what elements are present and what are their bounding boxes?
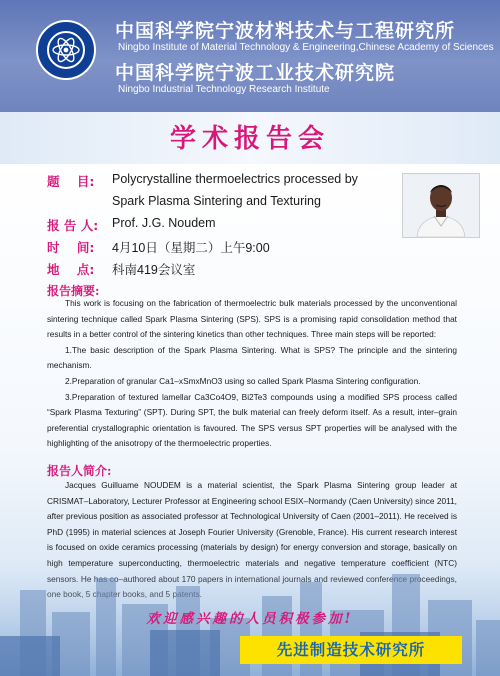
topic-label: 题 目: (47, 174, 95, 189)
emblem-inner-ring (47, 31, 85, 69)
organizer-badge (240, 636, 462, 664)
abstract-body (47, 296, 457, 452)
time-label: 时 间: (47, 240, 95, 255)
topic-line-2: Spark Plasma Sintering and Texturing (112, 194, 321, 208)
institute-name-en: Ningbo Institute of Material Technology & Engineering,Chinese Academy of Sciences (118, 42, 494, 53)
organizer-name: 先进制造技术研究所 (276, 641, 426, 659)
speaker-label: 报 告 人: (47, 218, 99, 233)
speaker-photo (402, 173, 480, 238)
abstract-point-1: 1.The basic description of the Spark Plasma Sintering. What is SPS? The principle and the sintering mechanism. (47, 344, 457, 371)
abstract-point-2: 2.Preparation of granular Ca1–xSmxMnO3 using so called Spark Plasma Sintering configuration. (65, 375, 421, 386)
topic-line-1: Polycrystalline thermoelectrics processed by (112, 172, 358, 186)
speaker-name: Prof. J.G. Noudem (112, 216, 216, 230)
institute-name-cn: 中国科学院宁波材料技术与工程研究所 (115, 20, 456, 42)
bio-paragraph: Jacques Guilluame NOUDEM is a material scientist, the Spark Plasma Sintering group leader at CRISMAT–Laboratory, Lecturer Professor at Engineering school ESIX–Normandy (Caen University) since 2011, after previous position as associated professor at Technological University of Caen (2001–2011). He received is PhD (1995) in material sciences at Joseph Fourier University (Grenoble, France). His current research interest is focused on oxide ceramics processing (materials by design) for energy conversion and storage, basically on (47, 480, 457, 553)
abstract-point-3: 3.Preparation of textured lamellar Ca3Co4O9, Bi2Te3 compounds using a modified SPS process called “Spark Plasma Texturing” (SPT). During SPT, the bulk material can freely deform itself. As a result, inter–grain preferential crystallographic orientation is favoured. The SPS versus SPT properties will be analysed with the highlighting of the anisotropy of the thermoelectric properties. (47, 391, 457, 449)
event-time: 4月10日（星期二）上午9:00 (112, 241, 270, 255)
header-banner (0, 0, 500, 112)
cas-emblem-icon (36, 20, 96, 80)
speaker-portrait-icon (403, 174, 479, 237)
industrial-institute-name-cn: 中国科学院宁波工业技术研究院 (115, 62, 396, 84)
bio-heading: 报告人简介: (47, 464, 112, 478)
abstract-paragraph: This work is focusing on the fabrication of thermoelectric bulk materials processed by the unconventional sintering technique called Spark Plasma Sintering (SPS). SPS is a promising rapid consolidation method that results in a better control of the sintering kinetics than other techniques. Three main steps will be reported: (47, 298, 457, 340)
abstract-heading: 报告摘要: (47, 284, 100, 298)
atom-icon (49, 33, 83, 67)
industrial-institute-name-en: Ningbo Industrial Technology Research Institute (118, 84, 330, 95)
event-place: 科南419会议室 (112, 263, 196, 277)
welcome-message: 欢迎感兴趣的人员积极参加! (146, 611, 354, 627)
page-title: 学术报告会 (169, 124, 330, 154)
place-label: 地 点: (47, 262, 95, 277)
